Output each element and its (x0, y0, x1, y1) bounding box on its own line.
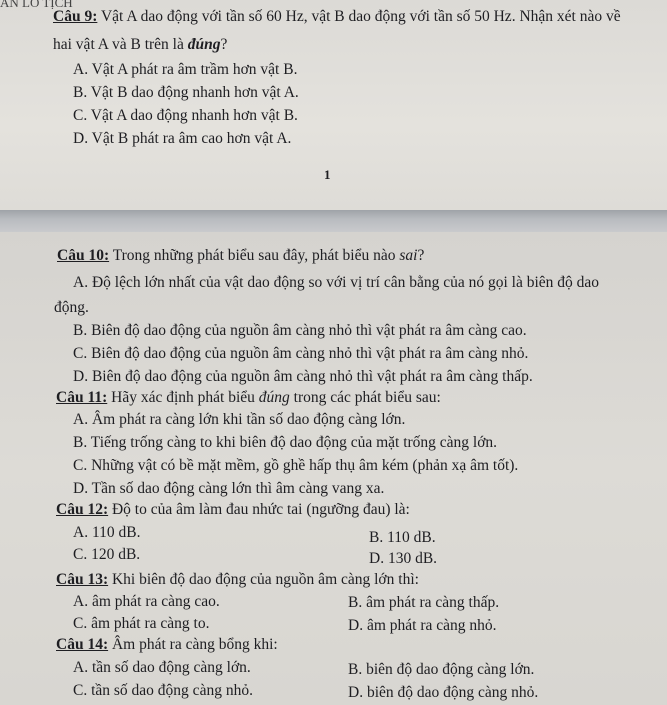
question-10-emphasis: sai (399, 247, 418, 264)
question-9-emphasis: đúng (187, 36, 221, 53)
question-10-label: Câu 10: (57, 247, 110, 264)
question-11-text-end: trong các phát biểu sau: (289, 389, 441, 406)
question-9-option-c: C. Vật A dao động nhanh hơn vật B. (73, 107, 298, 124)
question-12-option-b: B. 110 dB. (369, 529, 436, 546)
question-10-option-c: C. Biên độ dao động của nguồn âm càng nhỏ thì vật phát ra âm càng nhỏ. (73, 345, 529, 362)
question-11-option-a: A. Âm phát ra càng lớn khi tần số dao động càng lớn. (73, 411, 406, 428)
question-11-option-c: C. Những vật có bề mặt mềm, gồ ghề hấp thụ âm kém (phản xạ âm tốt). (73, 457, 519, 474)
question-12-option-d: D. 130 dB. (369, 550, 438, 567)
question-14-label: Câu 14: (56, 636, 109, 653)
question-14-text: Âm phát ra càng bổng khi: (108, 636, 278, 653)
question-12-option-c: C. 120 dB. (73, 546, 141, 563)
question-11-label: Câu 11: (56, 389, 108, 406)
question-11-stem (56, 389, 441, 407)
question-11-emphasis: đúng (258, 389, 290, 406)
question-9-text: Vật A dao động với tần số 60 Hz, vật B dao động với tần số 50 Hz. Nhận xét nào về (97, 8, 621, 25)
page-gap (0, 210, 667, 232)
question-12-label: Câu 12: (56, 501, 109, 518)
question-11-text: Hãy xác định phát biểu (107, 389, 259, 406)
question-9-option-a: A. Vật A phát ra âm trầm hơn vật B. (73, 61, 298, 78)
question-9-label: Câu 9: (53, 8, 98, 25)
question-10-option-a-line-2: động. (54, 299, 89, 316)
question-13-option-c: C. âm phát ra càng to. (73, 615, 210, 632)
cut-off-header-text: AN LO TỊCH (0, 0, 73, 10)
question-10-stem (57, 247, 424, 265)
question-9-text-3: ? (220, 36, 228, 53)
question-9-line-2 (53, 36, 227, 54)
question-10-option-d: D. Biên độ dao động của nguồn âm càng nhỏ thì vật phát ra âm càng thấp. (73, 368, 533, 385)
question-10-option-a-line-1: A. Độ lệch lớn nhất của vật dao động so với vị trí cân bằng của nó gọi là biên độ dao (73, 274, 600, 291)
question-12-option-a: A. 110 dB. (73, 524, 141, 541)
upper-page (0, 0, 667, 210)
question-14-option-c: C. tần số dao động càng nhỏ. (73, 682, 253, 699)
question-14-option-d: D. biên độ dao động càng nhỏ. (348, 684, 539, 701)
question-12-text: Độ to của âm làm đau nhức tai (ngưỡng đau) là: (108, 501, 410, 518)
question-9-option-d: D. Vật B phát ra âm cao hơn vật A. (73, 130, 292, 147)
question-9-text-2: hai vật A và B trên là (53, 36, 188, 53)
question-9-option-b: B. Vật B dao động nhanh hơn vật A. (73, 84, 299, 101)
question-9-line-1 (53, 8, 621, 26)
question-13-option-b: B. âm phát ra càng thấp. (348, 594, 500, 611)
question-14-option-b: B. biên độ dao động càng lớn. (348, 661, 535, 678)
question-13-text: Khi biên độ dao động của nguồn âm càng lớn thì: (108, 571, 419, 588)
question-11-option-d: D. Tần số dao động càng lớn thì âm càng vang xa. (73, 480, 385, 497)
question-13-option-a: A. âm phát ra càng cao. (73, 593, 220, 610)
question-10-option-b: B. Biên độ dao động của nguồn âm càng nhỏ thì vật phát ra âm càng cao. (73, 322, 527, 339)
question-13-label: Câu 13: (56, 571, 109, 588)
question-10-text: Trong những phát biểu sau đây, phát biểu nào (109, 247, 400, 264)
question-14-option-a: A. tần số dao động càng lớn. (73, 659, 251, 676)
question-14-stem (56, 636, 278, 654)
question-10-text-end: ? (417, 247, 425, 264)
question-11-option-b: B. Tiếng trống càng to khi biên độ dao động của mặt trống càng lớn. (73, 434, 498, 451)
question-13-option-d: D. âm phát ra càng nhỏ. (348, 617, 497, 634)
question-12-stem (56, 501, 410, 519)
question-13-stem (56, 571, 419, 589)
page-number: 1 (324, 167, 331, 182)
